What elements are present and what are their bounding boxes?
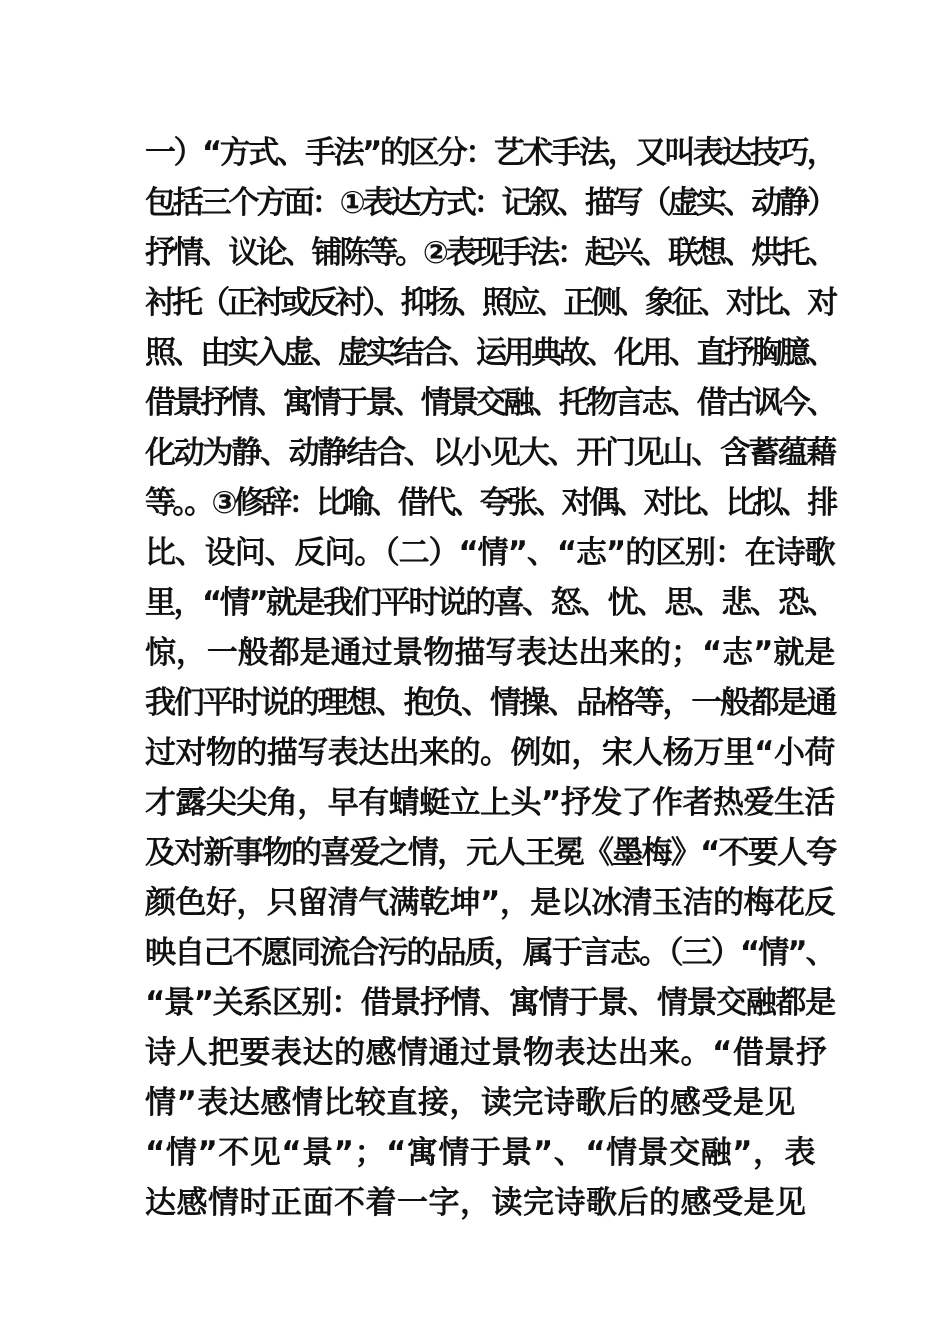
text-line: 借景抒情、寓情于景、情景交融、托物言志、借古讽今、 (145, 385, 835, 421)
text-line: 才露尖尖角，早有蜻蜓立上头”抒发了作者热爱生活 (145, 785, 835, 821)
text-line: 我们平时说的理想、抱负、情操、品格等，一般都是通 (145, 685, 835, 721)
text-line: 及对新事物的喜爱之情，元人王冕《墨梅》“不要人夸 (145, 835, 836, 871)
text-line: 照、由实入虚、虚实结合、运用典故、化用、直抒胸臆、 (145, 335, 835, 371)
text-line: 化动为静、动静结合、以小见大、开门见山、含蓄蕴藉 (145, 435, 835, 471)
text-line: 过对物的描写表达出来的。例如，宋人杨万里“小荷 (145, 735, 835, 771)
text-line: “情”不见“景”；“寓情于景”、“情景交融”，表 (145, 1135, 816, 1171)
text-line: “景”关系区别：借景抒情、寓情于景、情景交融都是 (145, 985, 835, 1021)
text-line: 映自己不愿同流合污的品质，属于言志。（三）“情”、 (145, 935, 835, 971)
text-line: 等。。③修辞：比喻、借代、夸张、对偶、对比、比拟、排 (145, 485, 835, 521)
text-line: 诗人把要表达的感情通过景物表达出来。“借景抒 (145, 1035, 828, 1071)
text-line: 抒情、议论、铺陈等。②表现手法：起兴、联想、烘托、 (145, 235, 835, 271)
text-line: 里，“情”就是我们平时说的喜、怒、忧、思、悲、恐、 (145, 585, 836, 621)
text-line: 包括三个方面：①表达方式：记叙、描写（虚实、动静） (145, 185, 835, 221)
text-line: 颜色好，只留清气满乾坤”，是以冰清玉洁的梅花反 (145, 885, 835, 921)
text-line: 情”表达感情比较直接，读完诗歌后的感受是见 (145, 1085, 796, 1121)
body-text (145, 128, 836, 1228)
text-line: 达感情时正面不着一字，读完诗歌后的感受是见 (145, 1185, 807, 1221)
text-line: 惊，一般都是通过景物描写表达出来的；“志”就是 (145, 635, 836, 671)
text-line: 一）“方式、手法”的区分：艺术手法，又叫表达技巧， (145, 135, 836, 171)
text-line: 衬托（正衬或反衬）、抑扬、照应、正侧、象征、对比、对 (145, 285, 835, 321)
text-line: 比、设问、反问。（二）“情”、“志”的区别：在诗歌 (145, 535, 835, 571)
